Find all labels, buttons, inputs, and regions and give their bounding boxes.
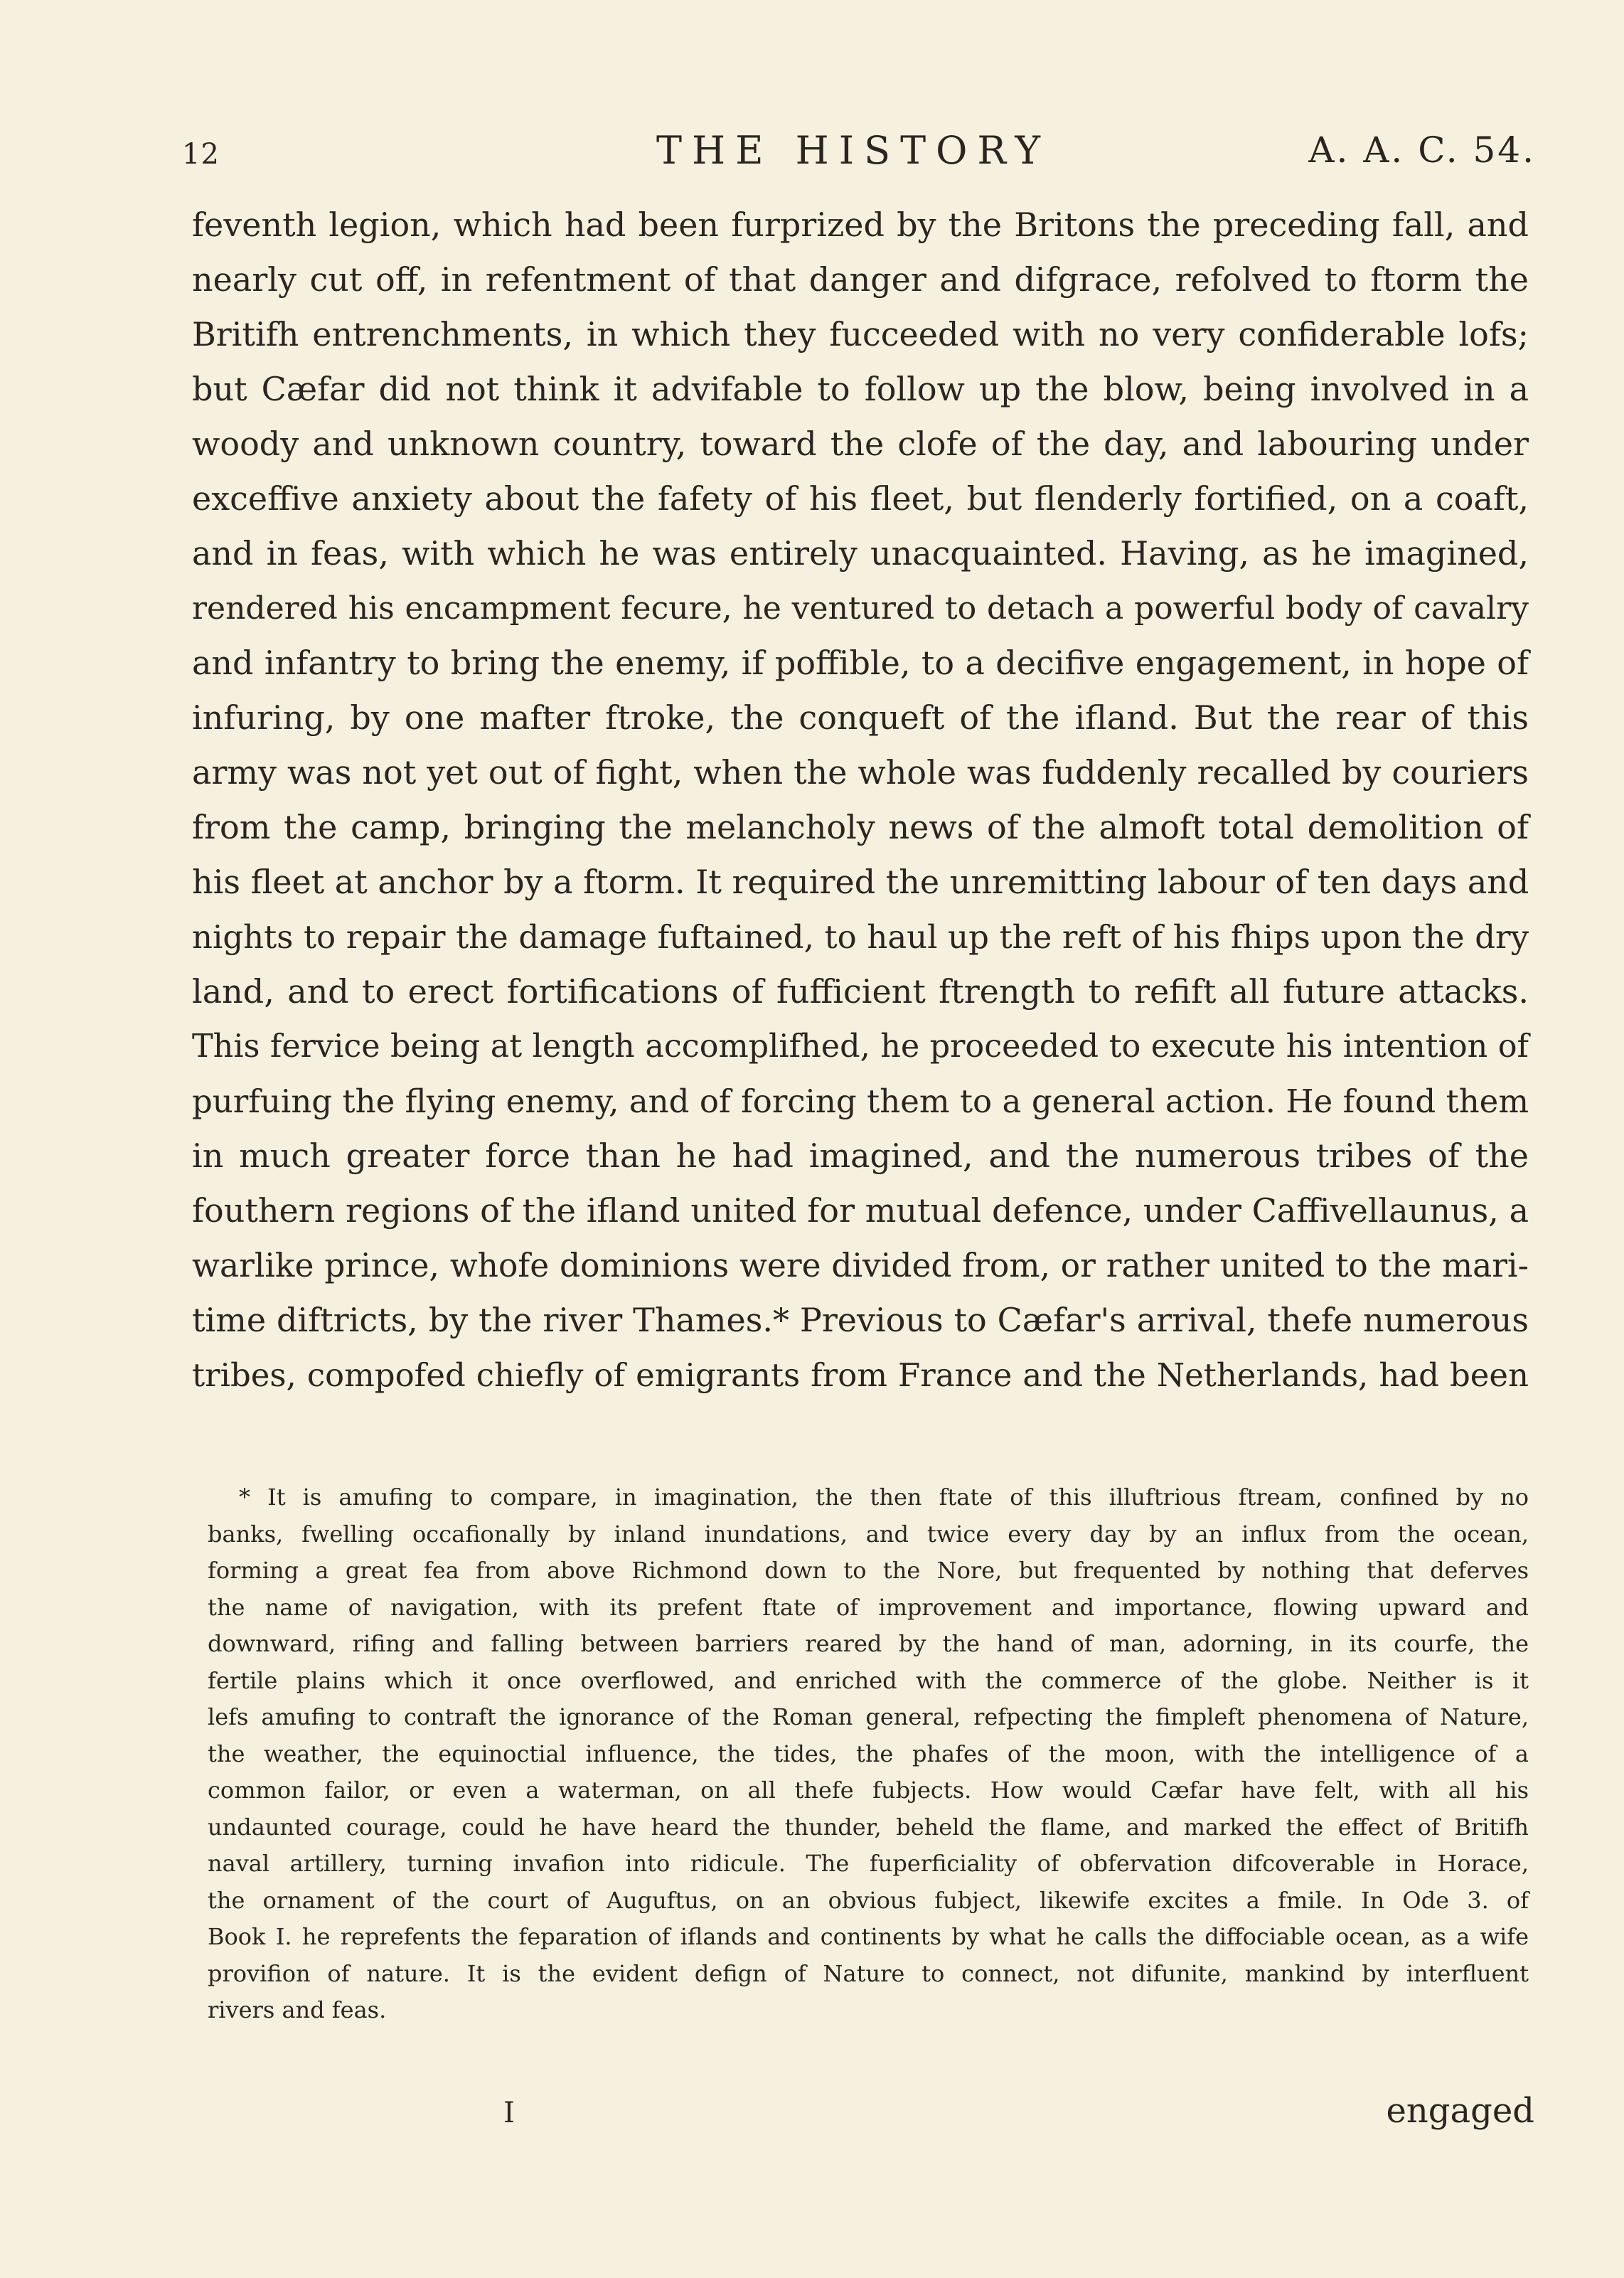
text-line: infuring, by one mafter ftroke, the conqueft of the ifland. But the rear of this [192,698,1529,737]
text-line: feventh legion, which had been furprized by the Britons the preceding fall, and [192,206,1529,244]
text-line: army was not yet out of fight, when the whole was fuddenly recalled by couriers [192,753,1529,792]
text-line: but Cæfar did not think it advifable to follow up the blow, being involved in a [192,370,1529,408]
text-line: his fleet at anchor by a ftorm. It required the unremitting labour of ten days and [192,863,1529,901]
footnote-line: naval artillery, turning invafion into ridicule. The fuperficiality of obfervation difcoverable in Horace, [208,1850,1529,1877]
text-line: and infantry to bring the enemy, if poffible, to a decifive engagement, in hope of [192,644,1529,682]
text-line: This fervice being at length accomplifhed, he proceeded to execute his intention of [192,1028,1529,1065]
text-line: nights to repair the damage fuftained, to haul up the reft of his fhips upon the dry [192,918,1529,956]
page-number: 12 [182,138,220,171]
footnote-line: forming a great fea from above Richmond down to the Nore, but frequented by nothing that deferves [208,1557,1529,1584]
footnote-line: fertile plains which it once overflowed, and enriched with the commerce of the globe. Neither is it [208,1666,1529,1694]
footnote-line: the name of navigation, with its prefent ftate of improvement and importance, flowing upward and [208,1593,1529,1621]
catchword: engaged [1386,2091,1534,2131]
text-line: rendered his encampment fecure, he ventured to detach a powerful body of cavalry [192,590,1529,627]
footnote [208,1479,1529,2029]
text-line: warlike prince, whofe dominions were divided from, or rather united to the mari- [192,1247,1529,1284]
text-line: and in feas, with which he was entirely unacquainted. Having, as he imagined, [192,534,1529,573]
footnote-line: downward, rifing and falling between barriers reared by the hand of man, adorning, in its courfe, the [208,1630,1529,1657]
footnote-line: the weather, the equinoctial influence, the tides, the phafes of the moon, with the intelligence of a [208,1740,1529,1767]
footnote-line: * It is amufing to compare, in imagination, the then ftate of this illuftrious ftream, confined by no [239,1484,1529,1511]
text-line: land, and to erect fortifications of fufficient ftrength to refift all future attacks. [192,972,1529,1011]
text-line: Britifh entrenchments, in which they fucceeded with no very confiderable lofs; [192,315,1529,353]
footnote-line: Book I. he reprefents the feparation of iflands and continents by what he calls the diffociable ocean, as a wife [208,1923,1529,1950]
text-line: fouthern regions of the ifland united for mutual defence, under Caffivellaunus, a [192,1191,1529,1230]
text-line: nearly cut off, in refentment of that danger and difgrace, refolved to ftorm the [192,260,1529,299]
footnote-line: undaunted courage, could he have heard the thunder, beheld the flame, and marked the effect of Britifh [208,1813,1529,1841]
signature-mark: I [503,2097,515,2129]
footnote-line: rivers and feas. [208,1996,387,2023]
text-line: in much greater force than he had imagined, and the numerous tribes of the [192,1137,1529,1175]
text-line: woody and unknown country, toward the clofe of the day, and labouring under [192,425,1529,463]
footnote-line: common failor, or even a waterman, on all thefe fubjects. How would Cæfar have felt, with all his [208,1777,1529,1804]
text-line: from the camp, bringing the melancholy news of the almoft total demolition of [192,808,1529,846]
footnote-line: the ornament of the court of Auguftus, on an obvious fubject, likewife excites a fmile. In Ode 3. of [208,1886,1529,1914]
text-line: purfuing the flying enemy, and of forcing them to a general action. He found them [192,1082,1529,1120]
running-head: THE HISTORY [656,128,1051,173]
footnote-line: provifion of nature. It is the evident defign of Nature to connect, not difunite, mankind by interfluent [208,1959,1529,1987]
page-header [171,128,1536,185]
main-text [192,198,1529,1403]
date-mark: A. A. C. 54. [1308,129,1536,171]
text-line: tribes, compofed chiefly of emigrants from France and the Netherlands, had been [192,1356,1529,1394]
text-line: time diftricts, by the river Thames.* Previous to Cæfar's arrival, thefe numerous [192,1301,1529,1339]
text-line: exceffive anxiety about the fafety of his fleet, but flenderly fortified, on a coaft, [192,479,1529,518]
footnote-line: banks, fwelling occafionally by inland inundations, and twice every day by an influx from the ocean, [208,1520,1529,1548]
footnote-line: lefs amufing to contraft the ignorance of the Roman general, refpecting the fimpleft phenomena of Nature, [208,1703,1529,1730]
